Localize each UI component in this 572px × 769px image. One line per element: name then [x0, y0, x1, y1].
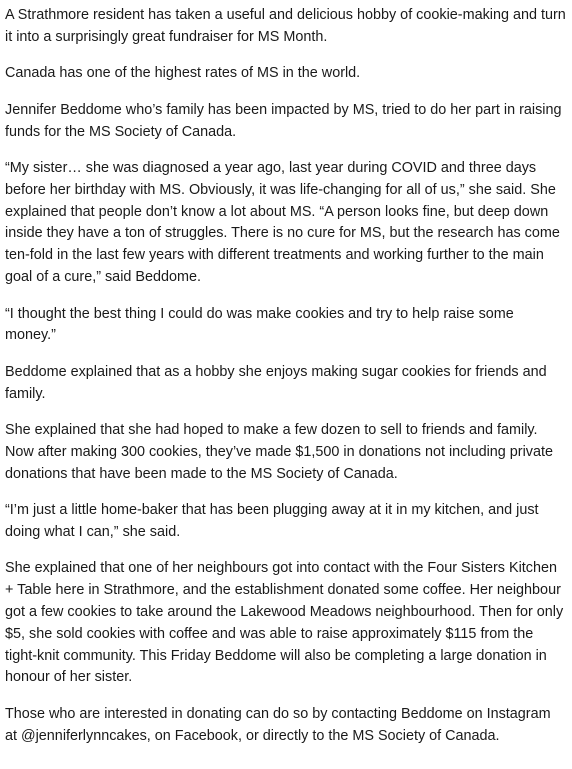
paragraph-jennifer-beddome: Jennifer Beddome who’s family has been impacted by MS, tried to do her part in raising funds for the MS Society of Canada.	[5, 101, 562, 140]
paragraph-sister-quote: “My sister… she was diagnosed a year ago, last year during COVID and three days before her birthday with MS. Obviously, it was life-changing for all of us,” she said. She explained that people don’t know a lot about MS. “A person looks fine, but deep down inside they have a ton of struggles. There is no cure for MS, but the research has come ten-fold in the last few years with different treatments and working further to the main goal of a cure,” said Beddome.	[5, 160, 560, 286]
paragraph-neighbours: She explained that one of her neighbours got into contact with the Four Sisters Kitchen + Table here in Strathmore, and the establishment donated some coffee. Her neighbour got a few cookies to take around the Lakewood Meadows neighbourhood. Then for only $5, she sold cookies with coffee and was able to raise approximately $115 from the tight-knit community. This Friday Beddome will also be completing a large donation in honour of her sister.	[5, 560, 564, 686]
paragraph-donations: She explained that she had hoped to make a few dozen to sell to friends and family. Now after making 300 cookies, they’ve made $1,500 in donations not including private donations that have been made to the MS Society of Canada.	[5, 422, 553, 482]
paragraph-hobby: Beddome explained that as a hobby she enjoys making sugar cookies for friends and family.	[5, 363, 547, 402]
paragraph-how-to-donate: Those who are interested in donating can do so by contacting Beddome on Instagram at @jenniferlynncakes, on Facebook, or directly to the MS Society of Canada.	[5, 705, 551, 744]
paragraph-ms-rates: Canada has one of the highest rates of MS in the world.	[5, 65, 361, 82]
paragraph-cookies-quote: “I thought the best thing I could do was make cookies and try to help raise some money.”	[5, 305, 514, 344]
paragraph-intro: A Strathmore resident has taken a useful and delicious hobby of cookie-making and turn it into a surprisingly great fundraiser for MS Month.	[5, 7, 566, 45]
paragraph-home-baker-quote: “I’m just a little home-baker that has been plugging away at it in my kitchen, and just doing what I can,” she said.	[5, 502, 539, 540]
